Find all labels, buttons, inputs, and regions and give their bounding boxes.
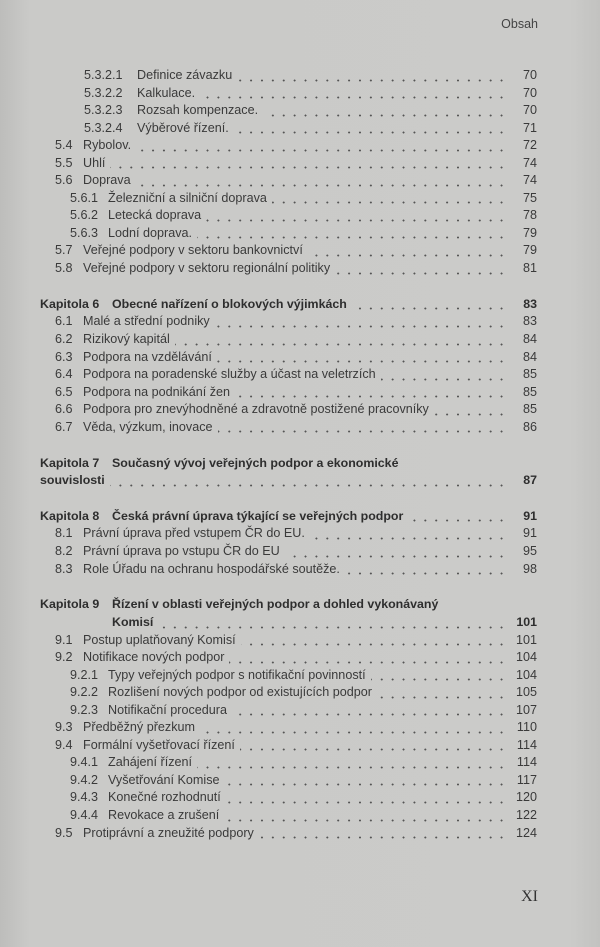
toc-entry	[0, 85, 600, 103]
toc-gap	[0, 578, 600, 596]
entry-title: Lodní doprava.	[108, 225, 193, 240]
toc-gap	[0, 436, 600, 454]
entry-title: Podpora pro znevýhodněné a zdravotně postižené pracovníky	[83, 402, 429, 417]
entry-title: Uhlí	[83, 155, 106, 170]
entry-title: Role Úřadu na ochranu hospodářské soutěže.	[83, 561, 340, 576]
entry-title: Notifikace nových podpor	[83, 650, 225, 665]
toc-entry	[0, 667, 600, 685]
entry-title: Zahájení řízení	[108, 755, 193, 770]
toc-chapter-entry	[0, 455, 600, 473]
entry-page: 84	[522, 331, 537, 346]
entry-page: 83	[522, 314, 537, 329]
entry-title: Rybolov.	[83, 138, 132, 153]
toc-entry	[0, 137, 600, 155]
entry-page: 75	[522, 190, 537, 205]
toc-entry	[0, 349, 600, 367]
toc-entry	[0, 702, 600, 720]
dot-leader	[110, 166, 507, 169]
entry-title: Definice závazku	[137, 68, 233, 82]
entry-page: 74	[522, 173, 537, 188]
dot-leader	[381, 378, 507, 381]
entry-number: Kapitola 7	[40, 455, 100, 470]
entry-title: Podpora na vzdělávání	[83, 349, 212, 364]
entry-title: Rozlišení nových podpor od existujících podpor	[108, 685, 372, 700]
entry-page: 101	[516, 614, 537, 629]
toc-entry	[0, 561, 600, 579]
entry-number: 5.7	[55, 243, 73, 258]
entry-number: 6.7	[55, 419, 73, 434]
dot-leader	[232, 713, 507, 716]
entry-title: souvislosti	[40, 473, 105, 488]
entry-page: 104	[515, 650, 537, 665]
toc-entry	[0, 242, 600, 260]
entry-number: 6.2	[55, 331, 73, 346]
toc-entry	[0, 719, 600, 737]
entry-number: 6.4	[55, 367, 73, 382]
entry-page: 91	[522, 526, 537, 541]
entry-number: 6.1	[55, 314, 73, 329]
entry-number: 5.8	[55, 261, 73, 276]
entry-title: Veřejné podpory v sektoru regionální politiky	[83, 261, 331, 276]
entry-title: Obecné nařízení o blokových výjimkách	[112, 296, 347, 311]
toc-entry	[0, 401, 600, 419]
toc-chapter-entry	[0, 472, 600, 490]
entry-page: 117	[516, 772, 537, 787]
dot-leader	[197, 766, 507, 769]
entry-page: 70	[522, 103, 537, 118]
entry-title: Konečné rozhodnutí	[108, 790, 221, 805]
entry-title: Kalkulace.	[137, 85, 196, 100]
entry-number: 9.2.2	[70, 685, 99, 700]
toc-entry	[0, 366, 600, 384]
entry-number: 9.4.1	[70, 755, 99, 770]
toc-entry	[0, 807, 600, 825]
entry-page: 87	[523, 473, 537, 488]
dot-leader	[206, 219, 507, 222]
entry-page: 83	[523, 296, 537, 311]
toc-chapter-entry	[0, 296, 600, 314]
entry-title: Výběrové řízení.	[137, 120, 229, 135]
entry-title: Doprava	[83, 173, 131, 188]
dot-leader	[110, 484, 507, 487]
dot-leader	[226, 801, 507, 804]
entry-page: 70	[522, 68, 537, 82]
dot-leader	[217, 360, 507, 363]
entry-page: 74	[522, 155, 537, 170]
toc-entry	[0, 384, 600, 402]
entry-title: Vyšetřování Komise	[108, 772, 220, 787]
toc-entry	[0, 772, 600, 790]
toc-chapter-entry	[0, 596, 600, 614]
entry-title: Letecká doprava	[108, 208, 202, 223]
entry-title: Věda, výzkum, inovace	[83, 419, 213, 434]
entry-title: Komisí	[112, 614, 154, 629]
dot-leader	[240, 748, 507, 751]
dot-leader	[200, 731, 507, 734]
entry-page: 107	[515, 702, 537, 717]
entry-number: 6.6	[55, 402, 73, 417]
toc-entry	[0, 120, 600, 138]
entry-page: 124	[515, 825, 537, 840]
dot-leader	[234, 131, 507, 134]
entry-page: 86	[522, 419, 537, 434]
dot-leader	[310, 537, 507, 540]
toc-entry	[0, 789, 600, 807]
toc-entry	[0, 172, 600, 190]
entry-title: Řízení v oblasti veřejných podpor a dohled vykonávaný	[112, 597, 439, 612]
entry-title: Právní úprava před vstupem ČR do EU.	[83, 526, 305, 541]
toc-entry	[0, 225, 600, 243]
toc-entry	[0, 649, 600, 667]
entry-number: 5.3.2.3	[84, 103, 123, 118]
entry-number: 8.1	[55, 526, 73, 541]
entry-title: Typy veřejných podpor s notifikační povinností	[108, 667, 366, 682]
dot-leader	[158, 626, 507, 629]
entry-number: 5.3.2.1	[84, 68, 123, 82]
dot-leader	[235, 395, 507, 398]
entry-number: 5.3.2.4	[84, 120, 123, 135]
entry-page: 71	[522, 120, 537, 135]
page-number: XI	[521, 888, 538, 905]
toc-gap	[0, 278, 600, 296]
entry-page: 78	[522, 208, 537, 223]
toc-entry	[0, 684, 600, 702]
entry-title: Veřejné podpory v sektoru bankovnictví	[83, 243, 303, 258]
dot-leader	[215, 325, 507, 328]
dot-leader	[225, 783, 507, 786]
entry-number: 9.2.3	[70, 702, 99, 717]
dot-leader	[175, 343, 507, 346]
entry-page: 101	[515, 632, 537, 647]
dot-leader	[218, 430, 507, 433]
entry-number: 9.2.1	[70, 667, 99, 682]
toc-entry	[0, 67, 600, 85]
toc-entry	[0, 313, 600, 331]
entry-page: 105	[515, 685, 537, 700]
entry-number: 8.3	[55, 561, 73, 576]
dot-leader	[308, 254, 507, 257]
dot-leader	[136, 149, 507, 152]
entry-title: Podpora na poradenské služby a účast na veletrzích	[83, 367, 376, 382]
toc-entry	[0, 155, 600, 173]
toc-entry	[0, 260, 600, 278]
entry-page: 104	[515, 667, 537, 682]
entry-page: 114	[516, 737, 537, 752]
entry-page: 84	[522, 349, 537, 364]
dot-leader	[224, 819, 507, 822]
entry-title: Protiprávní a zneužité podpory	[83, 825, 254, 840]
entry-number: 5.4	[55, 138, 73, 153]
entry-page: 95	[522, 544, 537, 559]
dot-leader	[272, 201, 507, 204]
entry-number: 5.5	[55, 155, 73, 170]
dot-leader	[377, 696, 507, 699]
dot-leader	[229, 661, 507, 664]
toc-entry	[0, 632, 600, 650]
toc-entry	[0, 825, 600, 843]
entry-title: Česká právní úprava týkající se veřejných podpor	[112, 508, 404, 523]
entry-title: Rizikový kapitál	[83, 331, 170, 346]
entry-page: 70	[522, 85, 537, 100]
dot-leader	[197, 236, 507, 239]
toc-entry	[0, 190, 600, 208]
dot-leader	[285, 555, 507, 558]
entry-title: Formální vyšetřovací řízení	[83, 737, 235, 752]
toc-gap	[0, 490, 600, 508]
entry-title: Současný vývoj veřejných podpor a ekonomické	[112, 455, 399, 470]
entry-number: 5.6.1	[70, 190, 99, 205]
entry-number: 9.4.3	[70, 790, 99, 805]
entry-number: 9.4.4	[70, 807, 99, 822]
entry-number: 8.2	[55, 544, 73, 559]
entry-page: 85	[522, 367, 537, 382]
entry-page: 120	[515, 790, 537, 805]
dot-leader	[259, 836, 507, 839]
dot-leader	[136, 184, 507, 187]
dot-leader	[335, 272, 507, 275]
entry-number: 9.5	[55, 825, 73, 840]
entry-number: 5.3.2.2	[84, 85, 123, 100]
entry-page: 114	[516, 755, 537, 770]
entry-title: Malé a střední podniky	[83, 314, 210, 329]
entry-title: Podpora na podnikání žen	[83, 384, 231, 399]
entry-number: Kapitola 9	[40, 597, 100, 612]
dot-leader	[434, 413, 507, 416]
dot-leader	[345, 572, 507, 575]
entry-number: 9.2	[55, 650, 73, 665]
entry-page: 72	[522, 138, 537, 153]
entry-page: 110	[516, 720, 537, 735]
entry-page: 79	[522, 243, 537, 258]
entry-page: 81	[522, 261, 537, 276]
entry-number: 6.3	[55, 349, 73, 364]
toc-entry	[0, 754, 600, 772]
dot-leader	[237, 79, 507, 82]
entry-title: Právní úprava po vstupu ČR do EU	[83, 544, 280, 559]
entry-page: 85	[522, 384, 537, 399]
entry-number: Kapitola 8	[40, 508, 100, 523]
entry-number: 6.5	[55, 384, 73, 399]
toc-entry	[0, 207, 600, 225]
entry-number: 5.6.2	[70, 208, 99, 223]
toc-entry	[0, 102, 600, 120]
toc-entry	[0, 525, 600, 543]
dot-leader	[352, 307, 507, 310]
dot-leader	[263, 114, 507, 117]
entry-number: 5.6	[55, 173, 73, 188]
entry-page: 98	[522, 561, 537, 576]
entry-page: 122	[515, 807, 537, 822]
dot-leader	[200, 96, 507, 99]
entry-number: Kapitola 6	[40, 296, 100, 311]
entry-page: 79	[522, 225, 537, 240]
entry-number: 9.1	[55, 632, 73, 647]
entry-number: 9.4.2	[70, 772, 99, 787]
entry-number: 9.4	[55, 737, 73, 752]
entry-title: Předběžný přezkum	[83, 720, 195, 735]
running-head: Obsah	[501, 17, 538, 31]
entry-number: 5.6.3	[70, 225, 99, 240]
entry-page: 91	[523, 508, 537, 523]
entry-title: Železniční a silniční doprava	[108, 190, 267, 205]
entry-number: 9.3	[55, 720, 73, 735]
toc-entry	[0, 331, 600, 349]
entry-title: Postup uplatňovaný Komisí	[83, 632, 236, 647]
toc-entry	[0, 737, 600, 755]
toc-chapter-entry	[0, 508, 600, 526]
entry-page: 85	[522, 402, 537, 417]
dot-leader	[408, 519, 507, 522]
dot-leader	[371, 678, 507, 681]
entry-title: Revokace a zrušení	[108, 807, 220, 822]
table-of-contents	[0, 67, 600, 842]
dot-leader	[241, 643, 507, 646]
toc-entry	[0, 419, 600, 437]
entry-title: Notifikační procedura	[108, 702, 228, 717]
entry-title: Rozsah kompenzace.	[137, 103, 259, 118]
toc-entry	[0, 543, 600, 561]
toc-chapter-entry	[0, 614, 600, 632]
